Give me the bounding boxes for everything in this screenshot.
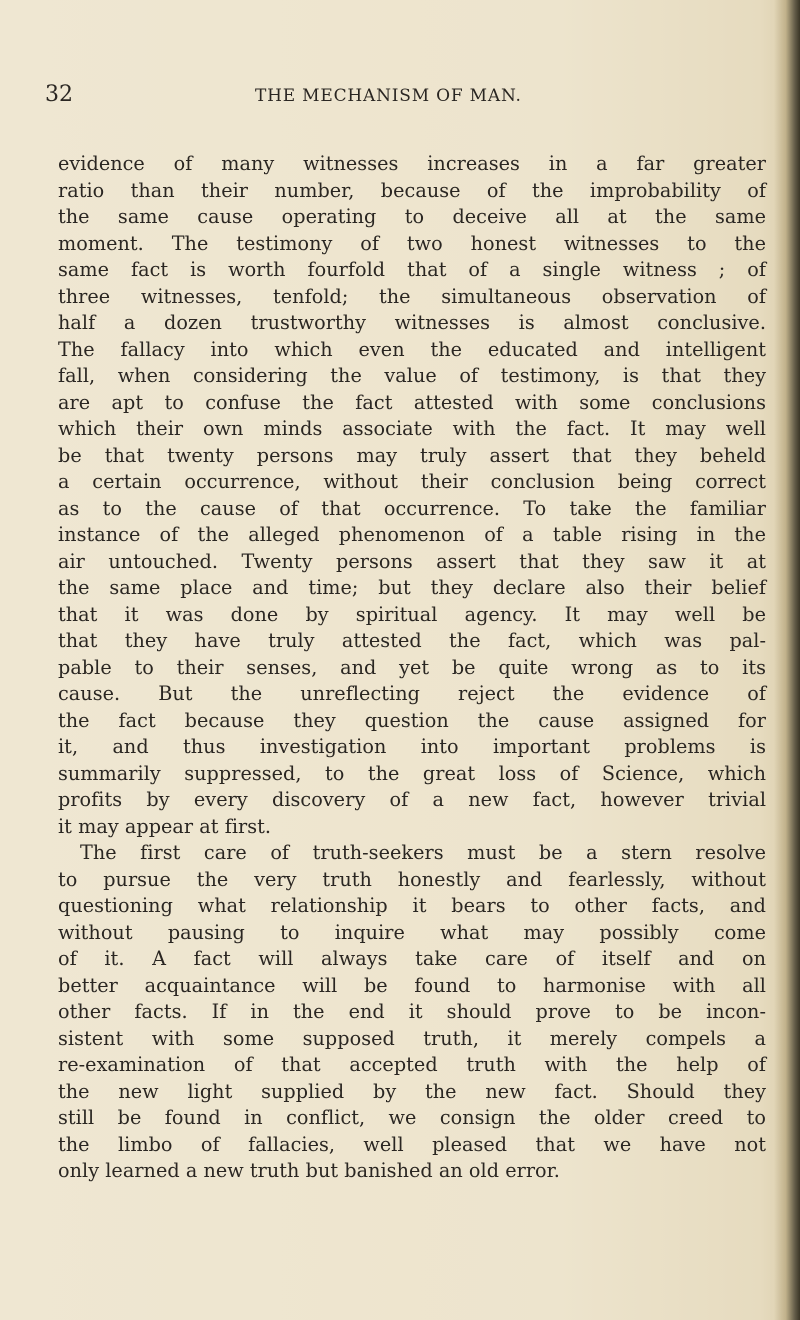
paragraph-start-line: The first care of truth-seekers must be a stern resolve [80, 841, 766, 864]
text-line: which their own minds associate with the fact. It may well [58, 417, 766, 440]
text-line: as to the cause of that occurrence. To take the familiar [58, 496, 766, 520]
running-head: THE MECHANISM OF MAN. [255, 86, 522, 106]
text-line: of it. A fact will always take care of itself and on [58, 947, 766, 970]
page-edge-shadow [774, 0, 800, 1320]
text-line: summarily suppressed, to the great loss of Science, which [58, 761, 766, 785]
text-line: instance of the alleged phenomenon of a table rising in the [58, 523, 766, 546]
text-line: are apt to confuse the fact attested with some conclusions [58, 390, 766, 414]
text-line: moment. The testimony of two honest witnesses to the [58, 231, 766, 255]
paragraph-end-line: it may appear at first. [58, 814, 272, 838]
text-line: air untouched. Twenty persons assert that they saw it at [58, 549, 766, 573]
text-line: pable to their senses, and yet be quite wrong as to its [58, 655, 766, 679]
text-line: sistent with some supposed truth, it merely compels a [58, 1026, 766, 1050]
text-line: be that twenty persons may truly assert that they beheld [58, 443, 766, 467]
text-line: still be found in conflict, we consign the older creed to [58, 1106, 766, 1129]
text-line: ratio than their number, because of the improbability of [58, 178, 766, 202]
body-text [58, 151, 766, 1185]
text-line: cause. But the unreflecting reject the evidence of [58, 682, 766, 705]
text-line: the limbo of fallacies, well pleased that we have not [58, 1132, 766, 1156]
text-line: same fact is worth fourfold that of a single witness ; of [58, 258, 766, 281]
text-line: the same place and time; but they declare also their belief [58, 576, 766, 599]
text-line: half a dozen trustworthy witnesses is almost conclusive. [58, 311, 766, 334]
text-line: re-examination of that accepted truth with the help of [58, 1053, 766, 1076]
text-line: the fact because they question the cause assigned for [58, 708, 766, 732]
text-line: profits by every discovery of a new fact, however trivial [58, 788, 766, 811]
page-header [45, 82, 757, 112]
text-line: that it was done by spiritual agency. It may well be [58, 602, 766, 626]
text-line: to pursue the very truth honestly and fearlessly, without [58, 867, 766, 891]
text-line: better acquaintance will be found to harmonise with all [58, 973, 766, 997]
text-line: three witnesses, tenfold; the simultaneous observation of [58, 284, 766, 308]
text-line: other facts. If in the end it should prove to be incon- [58, 1000, 766, 1023]
text-line: the new light supplied by the new fact. Should they [58, 1079, 766, 1103]
text-line: it, and thus investigation into important problems is [58, 735, 766, 758]
text-line: evidence of many witnesses increases in a far greater [58, 152, 766, 175]
text-line: the same cause operating to deceive all at the same [58, 205, 766, 228]
text-line: without pausing to inquire what may possibly come [58, 920, 766, 944]
text-line: The fallacy into which even the educated and intelligent [58, 337, 766, 361]
text-line: a certain occurrence, without their conclusion being correct [58, 470, 766, 493]
page-number: 32 [45, 82, 73, 107]
text-line: that they have truly attested the fact, which was pal- [58, 629, 766, 652]
text-line: questioning what relationship it bears to other facts, and [58, 894, 766, 917]
text-line: fall, when considering the value of testimony, is that they [58, 364, 766, 387]
paragraph-end-line: only learned a new truth but banished an old error. [58, 1159, 560, 1182]
